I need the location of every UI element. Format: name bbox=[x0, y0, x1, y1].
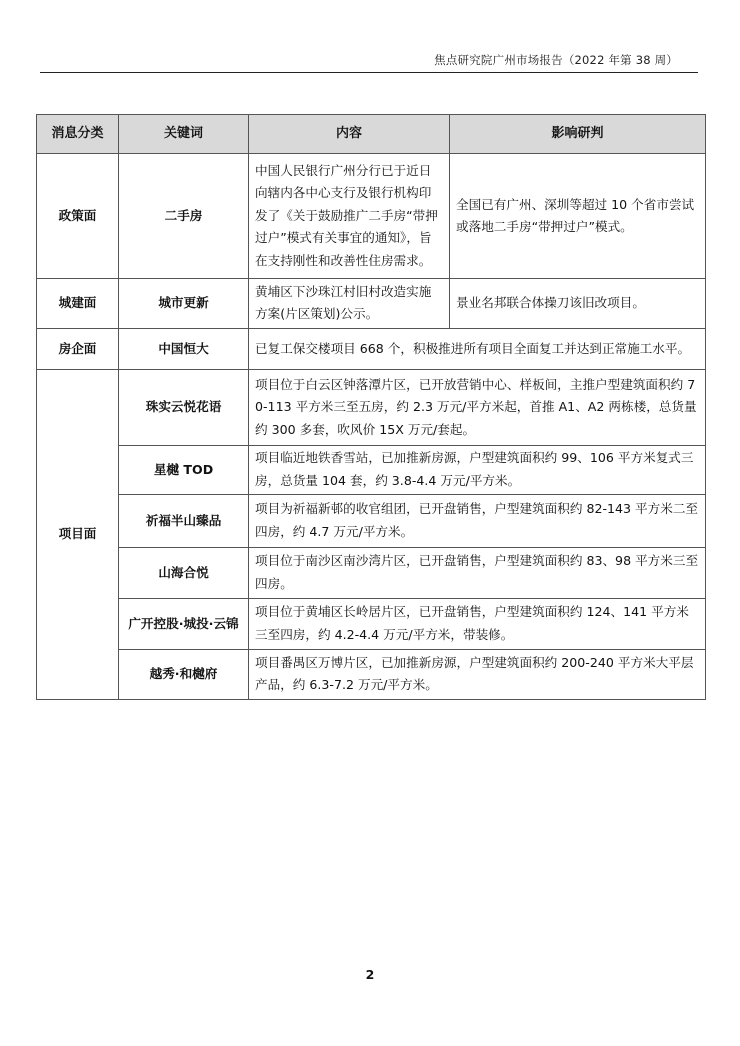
table-row bbox=[37, 369, 706, 445]
keyword-cell: 中国恒大 bbox=[119, 328, 249, 369]
header-rule bbox=[40, 72, 698, 73]
impact-cell: 景业名邦联合体操刀该旧改项目。 bbox=[456, 295, 645, 311]
keyword-cell: 越秀·和樾府 bbox=[119, 649, 249, 699]
keyword-cell: 星樾 TOD bbox=[119, 445, 249, 494]
table-header-row bbox=[37, 115, 706, 154]
col-header-impact: 影响研判 bbox=[551, 125, 604, 141]
col-header-content: 内容 bbox=[249, 115, 450, 153]
content-cell: 项目临近地铁香雪站，已加推新房源，户型建筑面积约 99、106 平方米复式三房，总货量 104 套，约 3.8-4.4 万元/平方米。 bbox=[249, 445, 706, 494]
content-cell: 黄埔区下沙珠江村旧村改造实施方案(片区策划)公示。 bbox=[249, 279, 450, 328]
table-row bbox=[37, 598, 706, 649]
content-cell: 项目番禺区万博片区，已加推新房源，户型建筑面积约 200-240 平方米大平层产品，约 6.3-7.2 万元/平方米。 bbox=[249, 649, 706, 699]
keyword-cell: 广开控股·城投·云锦 bbox=[119, 598, 249, 649]
content-cell: 项目位于黄埔区长岭居片区，已开盘销售，户型建筑面积约 124、141 平方米三至四房，约 4.2-4.4 万元/平方米，带装修。 bbox=[249, 598, 706, 649]
table-row bbox=[37, 649, 706, 699]
keyword-cell: 山海合悦 bbox=[119, 547, 249, 598]
col-header-category: 消息分类 bbox=[37, 115, 119, 154]
impact-cell: 全国已有广州、深圳等超过 10 个省市尝试或落地二手房“带押过户”模式。 bbox=[456, 196, 695, 234]
content-cell: 项目为祈福新邨的收官组团，已开盘销售，户型建筑面积约 82-143 平方米二至四房，约 4.7 万元/平方米。 bbox=[249, 494, 706, 547]
keyword-cell: 城市更新 bbox=[119, 279, 249, 329]
keyword-cell: 珠实云悦花语 bbox=[119, 369, 249, 445]
table-row bbox=[37, 494, 706, 547]
category-cell: 政策面 bbox=[37, 154, 119, 279]
content-cell: 项目位于南沙区南沙湾片区，已开盘销售，户型建筑面积约 83、98 平方米三至四房。 bbox=[249, 547, 706, 598]
table-row bbox=[37, 154, 706, 279]
content-cell: 中国人民银行广州分行已于近日向辖内各中心支行及银行机构印发了《关于鼓励推广二手房“带押过户”模式有关事宜的通知》，旨在支持刚性和改善性住房需求。 bbox=[249, 154, 450, 278]
category-cell: 项目面 bbox=[37, 369, 119, 699]
col-header-keyword: 关键词 bbox=[119, 115, 249, 154]
content-impact-cell bbox=[249, 154, 706, 279]
keyword-cell: 二手房 bbox=[119, 154, 249, 279]
keyword-cell: 祈福半山臻品 bbox=[119, 494, 249, 547]
table-row bbox=[37, 279, 706, 329]
category-cell: 城建面 bbox=[37, 279, 119, 329]
col-header-split bbox=[249, 115, 706, 154]
table-row bbox=[37, 445, 706, 494]
table-row bbox=[37, 547, 706, 598]
content-impact-cell bbox=[249, 279, 706, 329]
content-cell: 已复工保交楼项目 668 个，积极推进所有项目全面复工并达到正常施工水平。 bbox=[249, 328, 706, 369]
category-cell: 房企面 bbox=[37, 328, 119, 369]
report-header: 焦点研究院广州市场报告（2022 年第 38 周） bbox=[434, 53, 678, 67]
table-row bbox=[37, 328, 706, 369]
content-cell: 项目位于白云区钟落潭片区，已开放营销中心、样板间，主推户型建筑面积约 70-113 平方米三至五房，约 2.3 万元/平方米起，首推 A1、A2 两栋楼，总货量约 300 多套，吹风价 15X 万元/套起。 bbox=[249, 369, 706, 445]
page-number: 2 bbox=[365, 967, 375, 982]
news-table bbox=[36, 114, 706, 700]
